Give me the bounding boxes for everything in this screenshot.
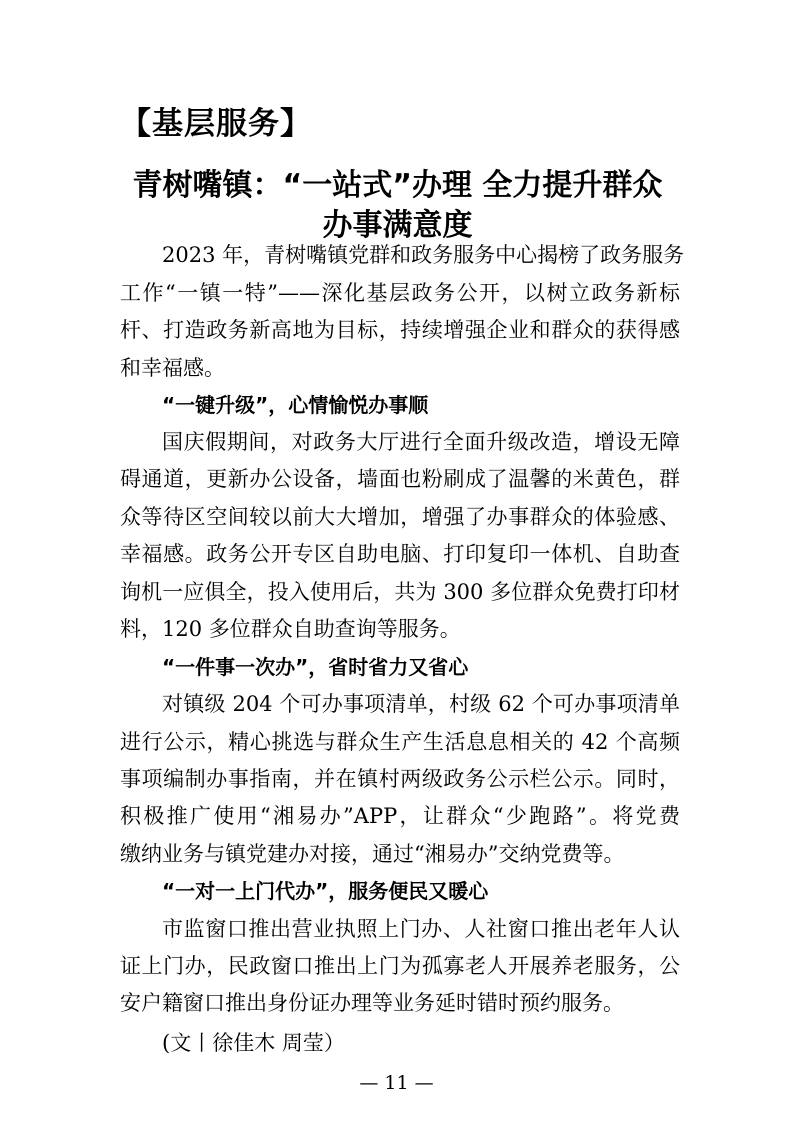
paragraph-line: 询机一应俱全，投入使用后，共为 300 多位群众免费打印材 xyxy=(120,580,680,604)
section-label: 【基层服务】 xyxy=(120,106,312,142)
paragraph-line: 工作“一镇一特”——深化基层政务公开，以树立政务新标 xyxy=(120,281,680,305)
paragraph-line: 众等待区空间较以前大大增加，增强了办事群众的体验感、 xyxy=(120,505,680,529)
paragraph-line: 碍通道，更新办公设备，墙面也粉刷成了温馨的米黄色，群 xyxy=(120,467,680,491)
article-title-line-1: 青树嘴镇：“一站式”办理 全力提升群众 xyxy=(132,168,663,203)
page-number: — 11 — xyxy=(359,1072,434,1094)
paragraph-line: 2023 年，青树嘴镇党群和政务服务中心揭榜了政务服务 xyxy=(162,243,685,267)
section-heading: “一件事一次办”，省时省力又省心 xyxy=(162,655,469,679)
paragraph-line: 安户籍窗口推出身份证办理等业务延时错时预约服务。 xyxy=(120,991,624,1015)
section-heading: “一对一上门代办”，服务便民又暖心 xyxy=(162,879,489,903)
paragraph-line: 幸福感。政务公开专区自助电脑、打印复印一体机、自助查 xyxy=(120,542,680,566)
paragraph-line: 积极推广使用“湘易办”APP，让群众“少跑路”。将党费 xyxy=(120,804,680,828)
paragraph-line: 市监窗口推出营业执照上门办、人社窗口推出老年人认 xyxy=(162,917,680,941)
article-title-line-2: 办事满意度 xyxy=(322,208,473,243)
section-heading: “一键升级”，心情愉悦办事顺 xyxy=(162,393,429,417)
byline: (文丨徐佳木 周莹） xyxy=(162,1031,345,1055)
paragraph-line: 进行公示，精心挑选与群众生产生活息息相关的 42 个高频 xyxy=(120,730,680,754)
paragraph-line: 事项编制办事指南，并在镇村两级政务公示栏公示。同时， xyxy=(120,767,680,791)
paragraph-line: 料，120 多位群众自助查询等服务。 xyxy=(120,617,461,641)
paragraph-line: 证上门办，民政窗口推出上门为孤寡老人开展养老服务，公 xyxy=(120,954,680,978)
paragraph-line: 杆、打造政务新高地为目标，持续增强企业和群众的获得感 xyxy=(120,318,680,342)
paragraph-line: 国庆假期间，对政务大厅进行全面升级改造，增设无障 xyxy=(162,430,680,454)
paragraph-line: 缴纳业务与镇党建办对接，通过“湘易办”交纳党费等。 xyxy=(120,842,625,866)
paragraph-line: 对镇级 204 个可办事项清单，村级 62 个可办事项清单 xyxy=(162,692,680,716)
paragraph-line: 和幸福感。 xyxy=(120,356,225,380)
